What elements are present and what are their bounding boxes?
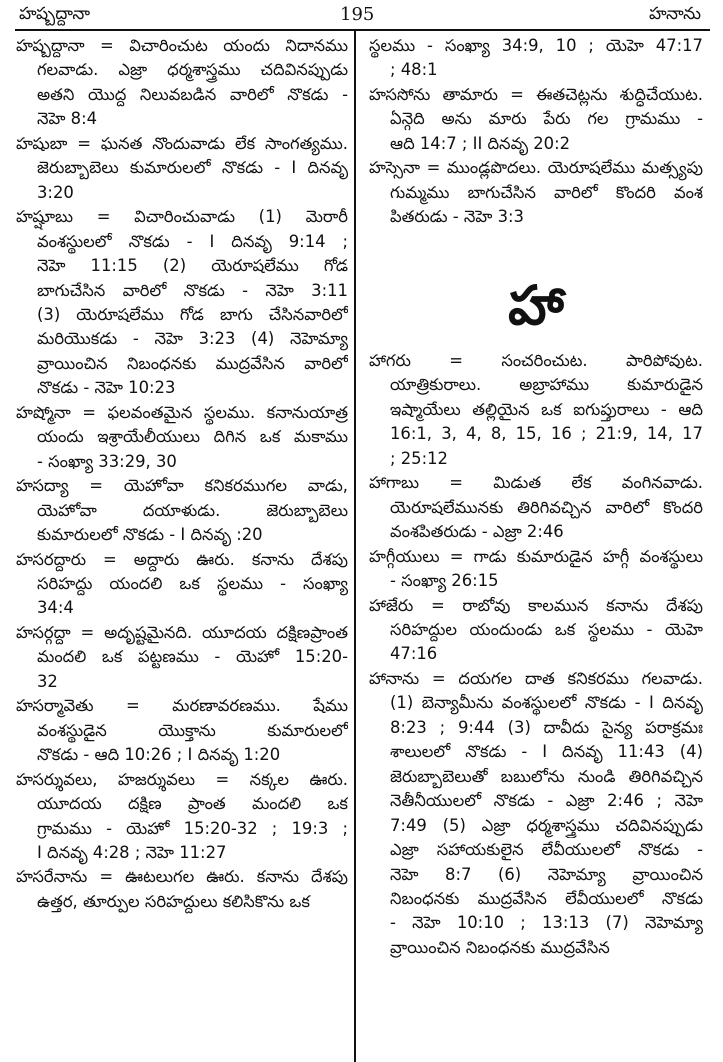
entry-line: 8:23 ; 9:44 (3) దావీదు సైన్య పరాక్రమః (390, 717, 703, 737)
entry-line: నెహె 8:7 (6) నెహెమ్యా వ్రాయించిన (390, 864, 703, 884)
entry-line: - నెహె 10:10 ; 13:13 (7) నెహెమ్యా (390, 913, 703, 933)
entry-line: I దినవృ 4:28 ; నెహె 11:27 (37, 842, 227, 862)
entry-line: వంశస్థులలో నొకడు - I దినవృ 9:14 ; (37, 231, 348, 251)
entry-line: నొకడు - ఆది 10:26 ; I దినవృ 1:20 (37, 745, 281, 765)
entry-line: 34:4 (37, 598, 74, 618)
page-header (0, 0, 723, 30)
entry-line: - సంఖ్యా 26:15 (390, 571, 499, 591)
entry-line: ఉత్తర, తూర్పుల సరిహద్దులు కలిసికొను ఒక (37, 891, 310, 911)
entry-headline: హషుబా = ఘనత నొందువాడు లేక సాంగత్యము. (16, 133, 348, 153)
entry-line: వ్రాయించిన నిబంధనకు ముద్రవేసిన వారిలో (37, 353, 348, 373)
page-number: 195 (340, 4, 375, 25)
entry-line: జెరుబ్బాబెలు కుమారులలో నొకడు - I దినవృ (37, 158, 348, 178)
entry-headline: హష్షూబు = విచారించువాడు (1) మెరారీ (16, 207, 348, 227)
entry-line: ; 48:1 (390, 60, 438, 80)
dictionary-entry (16, 132, 348, 205)
dictionary-entry (16, 621, 348, 694)
entry-line: (3) యెరూషలేము గోడ బాగు చేసినవారిలో (37, 304, 348, 324)
entry-line: వంశస్థుడైన యొక్తాను కుమారులలో (37, 720, 348, 740)
dictionary-entry (16, 548, 348, 621)
header-left-guide-word: హష్బద్దానా (19, 4, 91, 24)
entry-headline: హగ్గీయులు = గాడు కుమారుడైన హగ్గీ వంశస్థులు (369, 546, 703, 566)
entry-headline: హససోను తామారు = ఈతచెట్లను శుద్ధిచేయుట. (369, 84, 703, 104)
dictionary-entry (369, 545, 703, 594)
entry-line: యాత్రికురాలు. అబ్రాహాము కుమారుడైన (390, 375, 703, 395)
entry-headline: హసరద్దారు = అద్దారు ఊరు. కనాను దేశపు (16, 549, 348, 569)
dictionary-entry (369, 349, 703, 471)
entry-line: సరిహద్దు యందలి ఒక స్థలము - సంఖ్యా (37, 573, 348, 593)
entry-headline: హసర్గద్దా = అదృష్టమైనది. యూదయ దక్షిణప్రాంత (16, 622, 348, 642)
entry-line: వంశపితరుడు - ఎజ్రా 2:46 (390, 522, 564, 542)
entry-line: మందలి ఒక పట్టణము - యెహో 15:20- (37, 647, 348, 667)
dictionary-entry (369, 471, 703, 544)
entry-line: ఎజ్రా సహాయకులైన లేవీయులలో నొకడు - (390, 840, 703, 860)
dictionary-entry (16, 768, 348, 866)
dictionary-entry (369, 34, 703, 83)
dictionary-entry (16, 34, 348, 132)
entry-line: ఇష్మాయేలు తల్లియైన ఒక ఐగుప్తురాలు - ఆది (390, 399, 703, 419)
entry-headline: హసర్శువలు, హజర్శువలు = నక్కల ఊరు. (16, 769, 348, 789)
section-letter-heading: హా (508, 274, 564, 337)
entry-line: 32 (37, 671, 58, 691)
entry-line: ఏన్గెది అను మారు పేరు గల గ్రామము - (390, 109, 703, 129)
entry-line: 16:1, 3, 4, 8, 15, 16 ; 21:9, 14, 17 (390, 424, 703, 444)
entry-headline: హసరేనాను = ఊటలుగల ఊరు. కనాను దేశపు (16, 867, 348, 887)
entry-line: వ్రాయించిన నిబంధనకు ముద్రవేసిన (390, 937, 610, 957)
entry-headline: హానాను = దయగల దాత కనికరము గలవాడు. (369, 668, 703, 688)
entry-headline: హాగరు = సంచరించుట. పారిపోవుట. (369, 351, 703, 370)
entry-line: నెహె 8:4 (37, 109, 98, 129)
entry-line: బాగుచేసిన వారిలో నొకడు - నెహె 3:11 (37, 280, 348, 300)
entry-line: (1) బెన్యామీను వంశస్థులలో నొకడు - I దినవృ (390, 693, 703, 713)
entry-line: గ్రామము - యెహో 15:20-32 ; 19:3 ; (37, 818, 348, 838)
entry-line: నొకడు - నెహె 10:23 (37, 378, 176, 398)
entry-headline: స్థలము - సంఖ్యా 34:9, 10 ; యెహె 47:17 (369, 36, 703, 55)
entry-line: పితరుడు - నెహె 3:3 (390, 207, 524, 227)
entry-headline: హసర్మావెతు = మరణావరణము. షేము (16, 696, 348, 716)
entry-line: నిబంధనకు ముద్రవేసిన లేవీయులలో నొకడు (390, 888, 703, 908)
dictionary-entry (16, 474, 348, 547)
entry-line: యందు ఇశ్రాయేలీయులు దిగిన ఒక మకాము (37, 427, 348, 447)
entry-line: జెరుబ్బాబెలుతో బబులోను నుండి తిరిగివచ్చిన (390, 766, 703, 786)
dictionary-entry (369, 594, 703, 667)
right-column-bottom (369, 349, 703, 960)
left-column (16, 34, 348, 914)
entry-headline: హసద్యా = యెహోవా కనికరముగల వాడు, (16, 476, 348, 496)
entry-line: గుమ్మము బాగుచేసిన వారిలో కొందరి వంశ (390, 182, 703, 202)
entry-line: 7:49 (5) ఎజ్రా ధర్మశాస్త్రము చదివినప్పుడు (390, 815, 703, 835)
entry-line: సరిహద్దుల యందుండు ఒక స్థలము - యెహె (390, 619, 703, 639)
entry-line: 3:20 (37, 182, 74, 202)
entry-line: యెరూషలేమునకు తిరిగివచ్చిన వారిలో కొందరి (390, 497, 703, 517)
entry-line: గలవాడు. ఎజ్రా ధర్మశాస్త్రము చదివినప్పుడు (37, 60, 348, 80)
entry-line: 47:16 (390, 644, 438, 664)
entry-line: కుమారులలో నొకడు - I దినవృ :20 (37, 525, 263, 545)
entry-headline: హష్మోనా = ఫలవంతమైన స్థలము. కనానుయాత్ర (16, 402, 348, 422)
right-column-top (369, 34, 703, 230)
entry-line: ; 25:12 (390, 448, 448, 468)
dictionary-entry (16, 865, 348, 914)
entry-line: శాలులలో నొకడు - I దినవృ 11:43 (4) (390, 742, 703, 762)
entry-line: అతని యొద్ద నిలువబడిన వారిలో నొకడు - (37, 84, 348, 104)
entry-line: మరియొకడు - నెహె 3:23 (4) నెహెమ్యా (37, 329, 348, 349)
entry-headline: హస్సెనా = ముండ్లపొదలు. యెరూషలేము మత్స్యపు (369, 158, 703, 178)
dictionary-entry (16, 205, 348, 401)
dictionary-entry (16, 401, 348, 474)
entry-headline: హాగాబు = మిడుత లేక వంగినవాడు. (369, 473, 703, 493)
entry-line: నెతీనీయులలో నొకడు - ఎజ్రా 2:46 ; నెహె (390, 791, 703, 811)
entry-headline: హష్బద్దానా = విచారించుట యందు నిదానము (16, 36, 348, 55)
column-divider (354, 31, 356, 1062)
entry-line: యెహోవా దయాళుడు. జెరుబ్బాబెలు (37, 500, 348, 520)
dictionary-entry (369, 156, 703, 229)
header-right-guide-word: హనాను (649, 4, 701, 24)
entry-line: - సంఖ్యా 33:29, 30 (37, 451, 177, 471)
entry-line: యూదయ దక్షిణ ప్రాంత మందలి ఒక (37, 794, 348, 814)
dictionary-entry (369, 667, 703, 960)
header-rule (15, 29, 710, 31)
entry-line: నెహె 11:15 (2) యెరూషలేము గోడ (37, 256, 348, 276)
dictionary-entry (16, 694, 348, 767)
entry-headline: హాజేరు = రాబోవు కాలమున కనాను దేశపు (369, 595, 703, 615)
entry-line: ఆది 14:7 ; II దినవృ 20:2 (390, 133, 571, 153)
dictionary-entry (369, 83, 703, 156)
